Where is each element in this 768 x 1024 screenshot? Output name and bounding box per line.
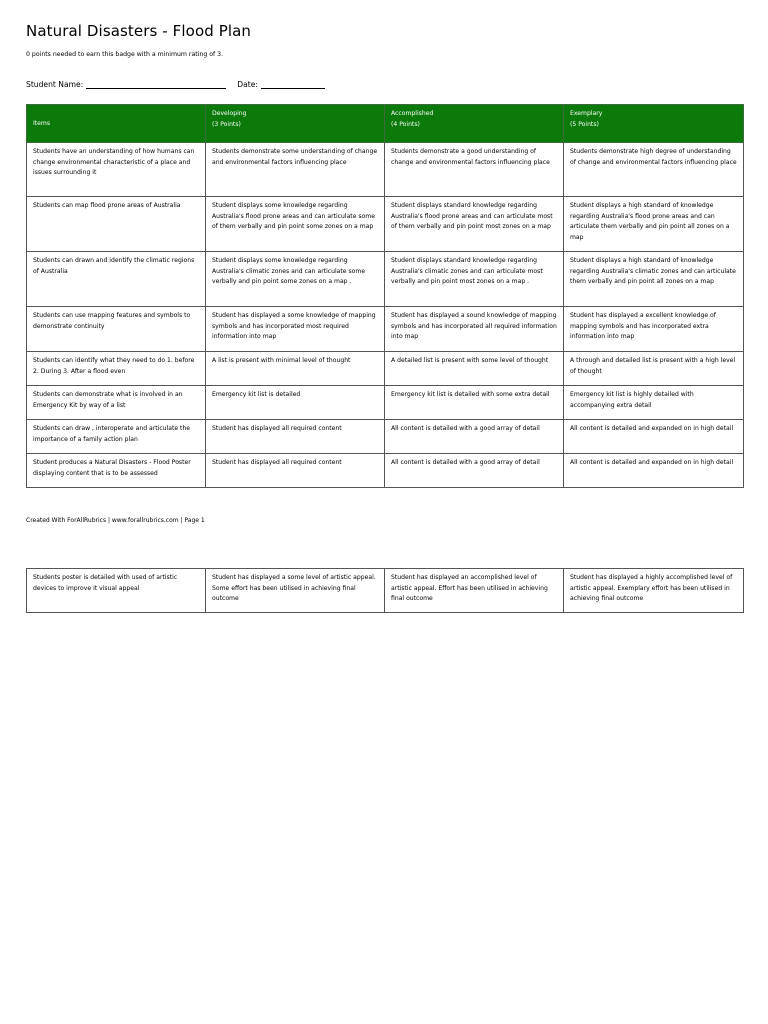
developing-cell: A list is present with minimal level of thought [206, 352, 385, 386]
exemplary-cell: Emergency kit list is highly detailed with accompanying extra detail [564, 386, 744, 420]
rubric-body-continued [27, 569, 744, 613]
item-cell: Students poster is detailed with used of artistic devices to improve it visual appeal [27, 569, 206, 613]
developing-cell: Student has displayed a some knowledge of mapping symbols and has incorporated most required information into map [206, 307, 385, 352]
table-row [27, 197, 744, 252]
accomplished-cell: Student displays standard knowledge regarding Australia's climatic zones and can articulate most verbally and pin point most zones on a map . [385, 252, 564, 307]
item-cell: Students can draw , interoperate and articulate the importance of a family action plan [27, 420, 206, 454]
header-accomplished [385, 105, 564, 143]
item-cell: Students can demonstrate what is involved in an Emergency Kit by way of a list [27, 386, 206, 420]
accomplished-cell: All content is detailed with a good array of detail [385, 420, 564, 454]
exemplary-cell: All content is detailed and expanded on in high detail [564, 420, 744, 454]
exemplary-cell: Student displays a high standard of knowledge regarding Australia's flood prone areas and can articulate them verbally and pin point all zones on a map [564, 197, 744, 252]
student-name-blank [86, 80, 226, 89]
table-row [27, 420, 744, 454]
header-developing-label: Developing [212, 110, 247, 117]
header-exemplary [564, 105, 744, 143]
header-exemplary-points: (5 Points) [570, 120, 599, 128]
developing-cell: Student has displayed a some level of artistic appeal. Some effort has been utilised in achieving final outcome [206, 569, 385, 613]
exemplary-cell: Student has displayed a excellent knowledge of mapping symbols and has incorporated extra information into map [564, 307, 744, 352]
item-cell: Students can use mapping features and symbols to demonstrate continuity [27, 307, 206, 352]
rubric-header [27, 105, 744, 143]
header-accomplished-points: (4 Points) [391, 120, 420, 128]
exemplary-cell: Students demonstrate high degree of understanding of change and environmental factors influencing place [564, 143, 744, 197]
developing-cell: Student displays some knowledge regarding Australia's flood prone areas and can articulate some of them verbally and pin point some zones on a map [206, 197, 385, 252]
student-info-line [26, 80, 325, 89]
item-cell: Student produces a Natural Disasters - Flood Poster displaying content that is to be assessed [27, 454, 206, 488]
developing-cell: Student has displayed all required content [206, 420, 385, 454]
developing-cell: Student displays some knowledge regarding Australia's climatic zones and can articulate some verbally and pin point some zones on a map . [206, 252, 385, 307]
header-developing-points: (3 Points) [212, 120, 241, 128]
accomplished-cell: A detailed list is present with some level of thought [385, 352, 564, 386]
item-cell: Students have an understanding of how humans can change environmental characteristic of a place and issues surrounding it [27, 143, 206, 197]
document-title: Natural Disasters - Flood Plan [26, 22, 252, 40]
accomplished-cell: Emergency kit list is detailed with some extra detail [385, 386, 564, 420]
accomplished-cell: Students demonstrate a good understanding of change and environmental factors influencing place [385, 143, 564, 197]
header-developing [206, 105, 385, 143]
rubric-body [27, 143, 744, 488]
table-row [27, 352, 744, 386]
developing-cell: Emergency kit list is detailed [206, 386, 385, 420]
rubric-table-continued [26, 568, 744, 613]
accomplished-cell: Student has displayed a sound knowledge of mapping symbols and has incorporated all required information into map [385, 307, 564, 352]
accomplished-cell: All content is detailed with a good array of detail [385, 454, 564, 488]
table-row [27, 454, 744, 488]
item-cell: Students can map flood prone areas of Australia [27, 197, 206, 252]
accomplished-cell: Student has displayed an accomplished level of artistic appeal. Effort has been utilised in achieving final outcome [385, 569, 564, 613]
header-items: Items [27, 105, 206, 143]
table-row [27, 569, 744, 613]
table-row [27, 143, 744, 197]
rubric-table [26, 104, 744, 488]
header-row [27, 105, 744, 143]
date-blank [261, 80, 325, 89]
exemplary-cell: Student displays a high standard of knowledge regarding Australia's climatic zones and can articulate them verbally and pin point all zones on a map [564, 252, 744, 307]
developing-cell: Students demonstrate some understanding of change and environmental factors influencing place [206, 143, 385, 197]
date-label: Date: [237, 80, 258, 89]
exemplary-cell: Student has displayed a highly accomplished level of artistic appeal. Exemplary effort has been utilised in achieving final outcome [564, 569, 744, 613]
badge-note: 0 points needed to earn this badge with a minimum rating of 3. [26, 51, 224, 58]
accomplished-cell: Student displays standard knowledge regarding Australia's flood prone areas and can articulate most of them verbally and pin point most zones on a map [385, 197, 564, 252]
student-name-label: Student Name: [26, 80, 84, 89]
table-row [27, 307, 744, 352]
page-footer: Created With ForAllRubrics | www.forallrubrics.com | Page 1 [26, 517, 205, 524]
table-row [27, 386, 744, 420]
item-cell: Students can identify what they need to do 1. before 2. During 3. After a flood even [27, 352, 206, 386]
exemplary-cell: All content is detailed and expanded on in high detail [564, 454, 744, 488]
header-exemplary-label: Exemplary [570, 110, 603, 117]
table-row [27, 252, 744, 307]
exemplary-cell: A through and detailed list is present with a high level of thought [564, 352, 744, 386]
header-accomplished-label: Accomplished [391, 110, 434, 117]
item-cell: Students can drawn and identify the climatic regions of Australia [27, 252, 206, 307]
developing-cell: Student has displayed all required content [206, 454, 385, 488]
